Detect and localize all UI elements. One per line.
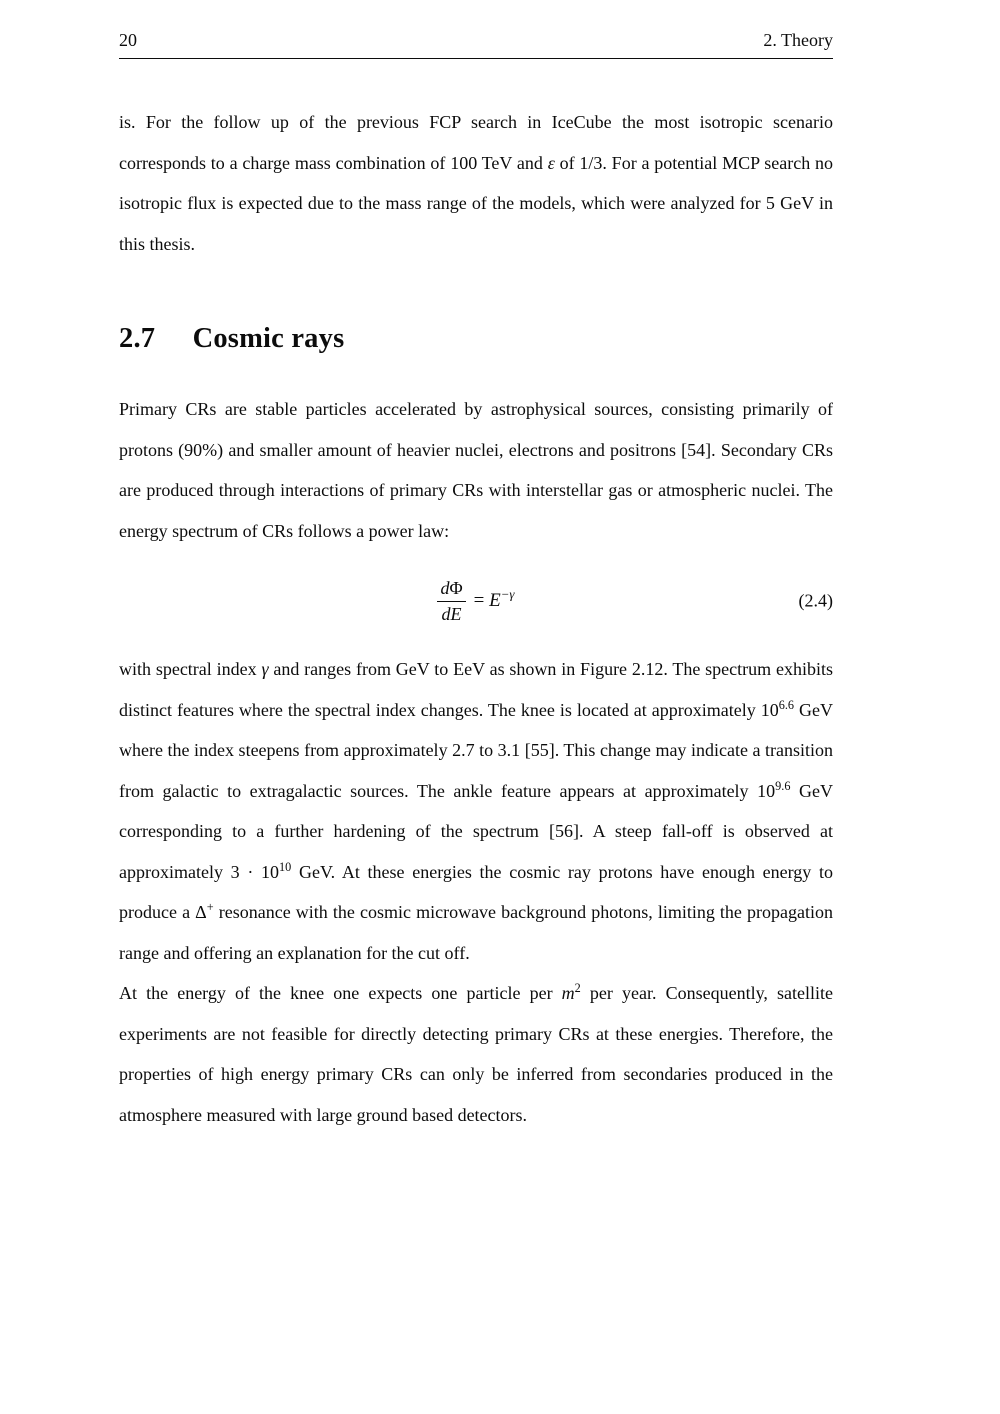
fraction-numerator: dΦ (437, 577, 465, 602)
page-number: 20 (119, 30, 137, 50)
fraction-denominator: dE (441, 603, 462, 624)
section-number: 2.7 (119, 323, 156, 354)
equation-fraction (437, 577, 465, 625)
section-heading (119, 323, 833, 355)
page-body (119, 102, 833, 1135)
paragraph-primary-crs: Primary CRs are stable particles accelerated by astrophysical sources, consisting primarily of protons (90%) and smaller amount of heavier nuclei, electrons and positrons [54]. Secondary CRs are produced through interactions of primary CRs with interstellar gas or atmospheric nuclei. The energy spectrum of CRs follows a power law: (119, 399, 833, 541)
paragraph-fcp-search: is. For the follow up of the previous FCP search in IceCube the most isotropic scenario corresponds to a charge mass combination of 100 TeV and ε of 1/3. For a potential MCP search no isotropic flux is expected due to the mass range of the models, which were analyzed for 5 GeV in this thesis. (119, 112, 833, 254)
equation-rhs: = $E^{-\gamma}$ (473, 586, 515, 611)
equation-body (437, 577, 514, 625)
header-rule (119, 58, 833, 59)
chapter-title: 2. Theory (763, 30, 833, 50)
page-header (119, 30, 833, 51)
paragraph-knee-energy: At the energy of the knee one expects one particle per $m^2$ per year. Consequently, satellite experiments are not feasible for directly detecting primary CRs at these energies. Therefore, the properties of high energy primary CRs can only be inferred from secondaries produced in the atmosphere measured with large ground based detectors. (119, 981, 833, 1125)
section-title: Cosmic rays (192, 323, 345, 354)
equation-block (119, 577, 833, 625)
equation-number: (2.4) (798, 590, 833, 611)
paragraph-spectrum-features: with spectral index γ and ranges from GeV to EeV as shown in Figure 2.12. The spectrum exhibits distinct features where the spectral index changes. The knee is located at approximately $10^{6.6}$ GeV where the index steepens from approximately 2.7 to 3.1 [55]. This change may indicate a transition from galactic to extragalactic sources. The ankle feature appears at approximately $10^{9.6}$ GeV corresponding to a further hardening of the spectrum [56]. A steep fall-off is observed at approximately $3 \cdot 10^{10}$ GeV. At these energies the cosmic ray protons have enough energy to produce a Δ+ resonance with the cosmic microwave background photons, limiting the propagation range and offering an explanation for the cut off. (119, 659, 833, 963)
